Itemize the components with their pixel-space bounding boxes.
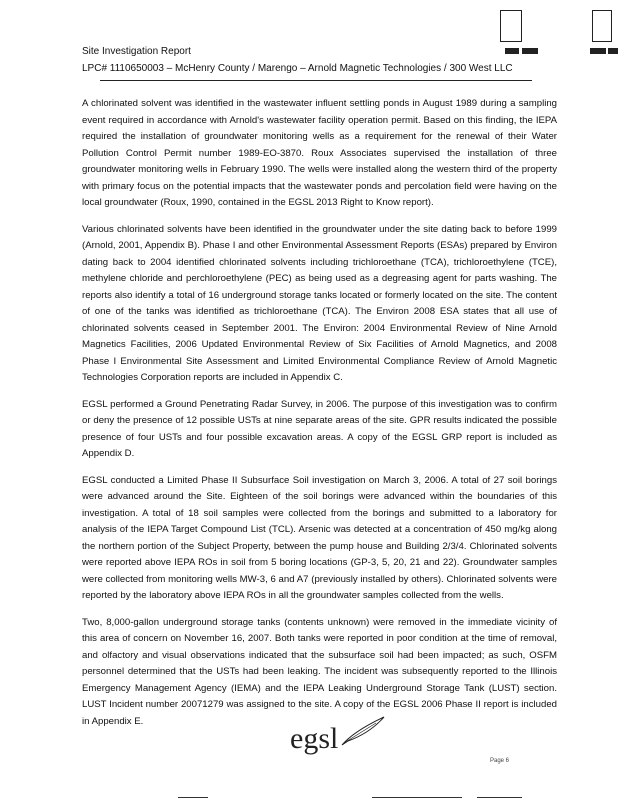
footer-line — [372, 797, 462, 798]
paragraph: EGSL conducted a Limited Phase II Subsurface Soil investigation on March 3, 2006. A total of 27 soil borings were advanced around the Site. Eighteen of the soil borings were advanced within the boundaries of this investigation. A total of 18 soil samples were collected from the borings and submitted to a laboratory for analysis of the IEPA Target Compound List (TCL). Arsenic was detected at a concentration of 450 mg/kg along the northern portion of the Subject Property, between the pump house and Building 2/3/4. Chlorinated solvents were reported above IEPA ROs in soil from 5 boring locations (GP-3, 5, 20, 21 and 22). Groundwater samples were collected from monitoring wells MW-3, 6 and A7 (previously installed by others). Chlorinated solvents were reported by the laboratory above IEPA ROs in all the groundwater samples collected from the wells. — [82, 474, 557, 601]
paragraph: A chlorinated solvent was identified in the wastewater influent settling ponds in August 1989 during a sampling event required in accordance with Arnold's wastewater facility operation permit. Based on this finding, the IEPA required the installation of groundwater monitoring wells as a requirement for the renewal of their Water Pollution Control Permit number 1989-EO-3870. Roux Associates supervised the installation of three groundwater monitoring wells in February 1990. The wells were installed along the western third of the property with primary focus on the potential impacts that the wastewater ponds and percolation field were having on the local groundwater (Roux, 1990, contained in the EGSL 2013 Right to Know report). — [82, 98, 557, 208]
scan-mark-box — [500, 10, 522, 42]
page-number: Page 6 — [490, 758, 510, 764]
report-body — [82, 96, 557, 740]
paragraph: EGSL performed a Ground Penetrating Radar Survey, in 2006. The purpose of this investigation was to confirm or deny the presence of 12 possible USTs at nine separate areas of the site. GPR results indicated the possible presence of four USTs and four possible excavation areas. A copy of the EGSL GRP report is included as Appendix D. — [82, 398, 557, 459]
paragraph: Various chlorinated solvents have been identified in the groundwater under the site dating back to before 1999 (Arnold, 2001, Appendix B). Phase I and other Environmental Assessment Reports (ESAs) prepared by Environ dating back to 2004 identified chlorinated solvents including trichloroethane (TCA), trichloroethylene (TCE), methylene chloride and perchloroethylene (PEC) as being used as a degreasing agent for parts washing. The reports also identify a total of 16 underground storage tanks located or formerly located on the site. The content of one of the tanks was identified as trichloroethane (TCA). The Environ 2008 ESA states that all use of chlorinated solvents ceased in September 2001. The Environ: 2004 Environmental Review of Nine Arnold Magnetics Facilities, 2006 Updated Environmental Review of Six Facilities of Arnold Magnetics, and 2008 Phase I Environmental Site Assessment and Limited Environmental Compliance Review of Arnold Magnetic Technologies Corporation reports are included in Appendix C. — [82, 223, 557, 383]
scan-mark — [608, 48, 618, 54]
paragraph: Two, 8,000-gallon underground storage tanks (contents unknown) were removed in the immediate vicinity of this area of concern on November 16, 2007. Both tanks were reported in poor condition at the time of removal, and olfactory and visual observations indicated that the subsurface soil had been impacted; as such, OSFM personnel determined that the USTs had been leaking. The incident was subsequently reported to the Illinois Emergency Management Agency (IEMA) and the IEPA Leaking Underground Storage Tank (LUST) section. LUST Incident number 20071279 was assigned to the site. A copy of the EGSL 2006 Phase II report is included in Appendix E. — [82, 616, 557, 727]
egsl-logo: egsl — [290, 722, 339, 755]
report-title: Site Investigation Report — [82, 46, 191, 57]
scan-mark-box — [592, 10, 612, 42]
feather-icon — [340, 715, 386, 747]
footer-line — [178, 797, 208, 798]
footer-line — [477, 797, 522, 798]
report-subtitle: LPC# 1110650003 – McHenry County / Marengo – Arnold Magnetic Technologies / 300 West LLC — [82, 63, 513, 74]
scan-mark — [590, 48, 606, 54]
header-divider — [100, 80, 532, 81]
scan-mark — [505, 48, 519, 54]
scan-mark — [522, 48, 538, 54]
